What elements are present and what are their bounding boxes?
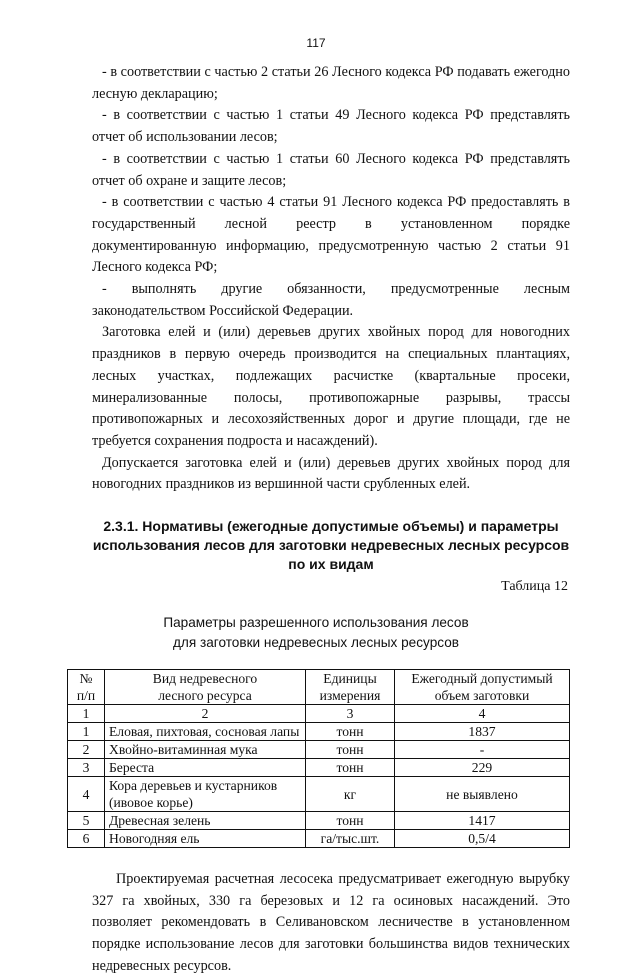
resources-table	[67, 669, 570, 848]
row-type: Кора деревьев и кустарников (ивовое корье)	[105, 777, 306, 812]
row-unit: кг	[306, 777, 395, 812]
table-caption-line: Параметры разрешенного использования лесов	[163, 615, 469, 631]
header-text: №	[79, 671, 93, 687]
row-num: 5	[68, 812, 105, 830]
row-num: 2	[68, 741, 105, 759]
row-type: Новогодняя ель	[105, 830, 306, 848]
table-row	[68, 741, 570, 759]
paragraph: Проектируемая расчетная лесосека предусматривает ежегодную вырубку 327 га хвойных, 330 га березовых и 12 га осиновых насаждений. Это позволяет рекомендовать в Селивановском лесничестве в установленном порядке использование лесов для заготовки большинства видов технических недревесных ресурсов.	[92, 871, 570, 974]
row-unit: тонн	[306, 812, 395, 830]
table-row	[68, 723, 570, 741]
row-unit: тонн	[306, 741, 395, 759]
row-num: 3	[68, 759, 105, 777]
table-label: Таблица 12	[501, 579, 568, 595]
table-row	[68, 830, 570, 848]
row-volume: 1837	[395, 723, 570, 741]
table-row	[68, 759, 570, 777]
row-volume: 1417	[395, 812, 570, 830]
section-heading-line: по их видам	[288, 556, 374, 573]
table-column-number-row	[68, 705, 570, 723]
row-volume: не выявлено	[395, 777, 570, 812]
document-body	[76, 62, 570, 978]
header-unit	[306, 670, 395, 705]
row-type: Береста	[105, 759, 306, 777]
header-text: п/п	[76, 688, 96, 704]
header-text: объем заготовки	[434, 688, 530, 704]
header-text: Ежегодный допустимый	[411, 671, 553, 687]
page-number: 117	[306, 36, 326, 50]
header-text: Вид недревесного	[152, 671, 258, 687]
table-row	[68, 777, 570, 812]
header-text: лесного ресурса	[158, 688, 252, 704]
list-item: - в соответствии с частью 1 статьи 49 Лесного кодекса РФ представлять отчет об использовании лесов;	[92, 107, 570, 146]
row-num: 6	[68, 830, 105, 848]
column-number: 4	[395, 705, 570, 723]
list-item: - выполнять другие обязанности, предусмотренные лесным законодательством Российской Федерации.	[92, 281, 570, 319]
row-volume: -	[395, 741, 570, 759]
row-num: 1	[68, 723, 105, 741]
column-number: 1	[68, 705, 105, 723]
row-volume: 0,5/4	[395, 830, 570, 848]
row-type: Древесная зелень	[105, 812, 306, 830]
paragraph: Допускается заготовка елей и (или) деревьев других хвойных пород для новогодних праздников из вершинной части срубленных елей.	[92, 454, 570, 493]
header-text: Единицы	[323, 671, 377, 687]
list-item: - в соответствии с частью 2 статьи 26 Лесного кодекса РФ подавать ежегодно лесную декларацию;	[92, 64, 570, 102]
list-item: - в соответствии с частью 1 статьи 60 Лесного кодекса РФ представлять отчет об охране и защите лесов;	[92, 150, 570, 189]
header-text: измерения	[319, 688, 381, 704]
table-header-row	[68, 670, 570, 705]
table-caption-line: для заготовки недревесных лесных ресурсов	[173, 635, 459, 651]
row-unit: тонн	[306, 759, 395, 777]
section-heading-line: 2.3.1. Нормативы (ежегодные допустимые объемы) и параметры	[103, 518, 559, 535]
section-heading	[92, 517, 570, 574]
table-caption	[92, 613, 570, 653]
section-heading-line: использования лесов для заготовки недревесных лесных ресурсов	[92, 537, 570, 554]
row-num: 4	[68, 777, 105, 812]
row-unit: тонн	[306, 723, 395, 741]
row-type: Хвойно-витаминная мука	[105, 741, 306, 759]
row-unit: га/тыс.шт.	[306, 830, 395, 848]
list-item: - в соответствии с частью 4 статьи 91 Лесного кодекса РФ предоставлять в государственный лесной реестр в установленном порядке документированную информацию, предусмотренную частью 2 статьи 91 Лесного кодекса РФ;	[92, 194, 570, 276]
column-number: 2	[105, 705, 306, 723]
row-volume: 229	[395, 759, 570, 777]
header-num	[68, 670, 105, 705]
column-number: 3	[306, 705, 395, 723]
row-type: Еловая, пихтовая, сосновая лапы	[105, 723, 306, 741]
header-volume	[395, 670, 570, 705]
paragraph: Заготовка елей и (или) деревьев других хвойных пород для новогодних праздников в первую очередь производится на специальных плантациях, лесных участках, подлежащих расчистке (квартальные просеки, минерализованные полосы, противопожарные разрывы, трассы противопожарных и лесохозяйственных дорог и другие площади, где не требуется сохранения подроста и насаждений).	[92, 324, 570, 449]
header-type	[105, 670, 306, 705]
table-row	[68, 812, 570, 830]
